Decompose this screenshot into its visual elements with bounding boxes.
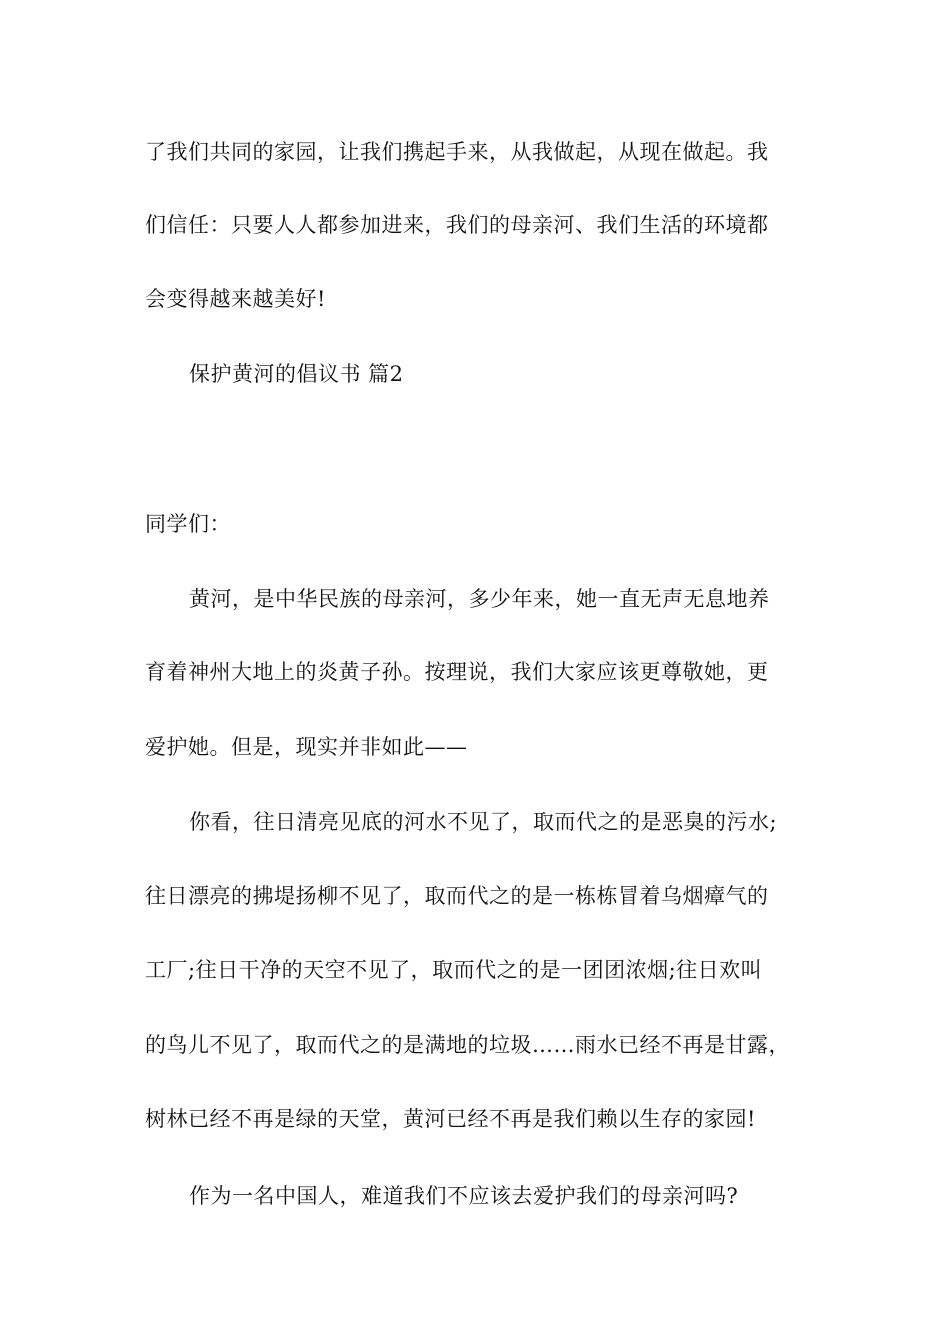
paragraph-line: 们信任：只要人人都参加进来，我们的母亲河、我们生活的环境都: [145, 213, 769, 237]
paragraph-line: 爱护她。但是，现实并非如此——: [145, 735, 468, 759]
section-heading: 保护黄河的倡议书 篇2: [189, 362, 404, 386]
paragraph-line: 作为一名中国人，难道我们不应该去爱护我们的母亲河吗?: [189, 1184, 739, 1208]
paragraph-line: 树林已经不再是绿的天堂，黄河已经不再是我们赖以生存的家园!: [145, 1107, 756, 1131]
salutation: 同学们：: [145, 512, 231, 536]
paragraph-line: 的鸟儿不见了，取而代之的是满地的垃圾……雨水已经不再是甘露，: [145, 1033, 790, 1057]
paragraph-line: 育着神州大地上的炎黄子孙。按理说，我们大家应该更尊敬她，更: [145, 660, 769, 684]
paragraph-line: 你看，往日清亮见底的河水不见了，取而代之的是恶臭的污水;: [189, 810, 778, 834]
paragraph-line: 黄河，是中华民族的母亲河，多少年来，她一直无声无息地养: [189, 587, 770, 611]
paragraph-line: 工厂;往日干净的天空不见了，取而代之的是一团团浓烟;往日欢叫: [145, 958, 763, 982]
paragraph-line: 了我们共同的家园，让我们携起手来，从我做起，从现在做起。我: [145, 140, 769, 164]
paragraph-line: 往日漂亮的拂堤扬柳不见了，取而代之的是一栋栋冒着乌烟瘴气的: [145, 884, 769, 908]
paragraph-line: 会变得越来越美好!: [145, 287, 326, 311]
